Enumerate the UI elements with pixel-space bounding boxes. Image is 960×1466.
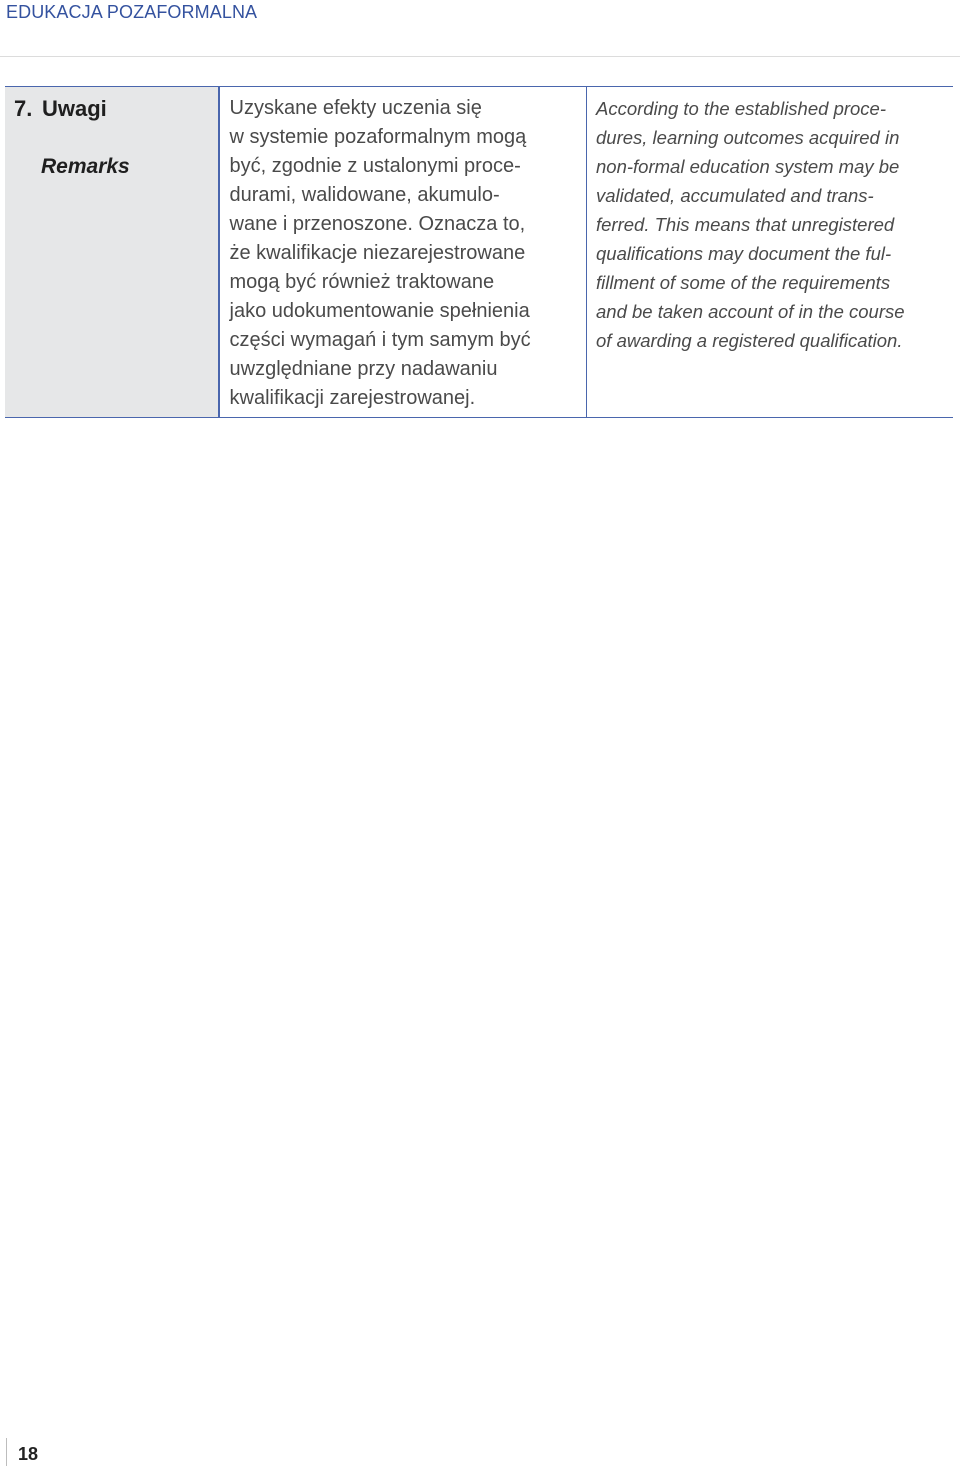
text-line: validated, accumulated and trans- bbox=[596, 185, 874, 206]
header-rule bbox=[0, 56, 960, 57]
footer-tick bbox=[6, 1438, 7, 1466]
text-line: durami, walidowane, akumulo- bbox=[229, 184, 500, 206]
page-number: 18 bbox=[18, 1444, 39, 1464]
text-line: mogą być również traktowane bbox=[229, 271, 495, 293]
text-line: dures, learning outcomes acquired in bbox=[596, 127, 900, 148]
text-line: w systemie pozaformalnym mogą bbox=[229, 126, 527, 148]
text-line: According to the established proce- bbox=[596, 98, 887, 119]
row-label-english: Remarks bbox=[41, 155, 130, 178]
english-paragraph bbox=[596, 94, 905, 355]
english-text-cell bbox=[587, 87, 953, 417]
polish-text-cell bbox=[220, 87, 586, 417]
row-number: 7. bbox=[14, 96, 33, 121]
label-cell bbox=[5, 87, 218, 417]
text-line: fillment of some of the requirements bbox=[596, 272, 891, 293]
text-line: of awarding a registered qualification. bbox=[596, 330, 903, 351]
text-line: and be taken account of in the course bbox=[596, 301, 905, 322]
text-line: uwzględniane przy nadawaniu bbox=[229, 358, 498, 380]
text-line: być, zgodnie z ustalonymi proce- bbox=[229, 155, 521, 177]
page-header-title: EDUKACJA POZAFORMALNA bbox=[6, 2, 258, 22]
text-line: ferred. This means that unregistered bbox=[596, 214, 895, 235]
text-line: że kwalifikacje niezarejestrowane bbox=[229, 242, 526, 264]
text-line: Uzyskane efekty uczenia się bbox=[229, 97, 482, 119]
polish-paragraph bbox=[230, 94, 531, 413]
row-label-polish: Uwagi bbox=[42, 96, 107, 121]
remarks-table bbox=[5, 86, 953, 418]
text-line: jako udokumentowanie spełnienia bbox=[229, 300, 530, 322]
text-line: kwalifikacji zarejestrowanej. bbox=[229, 387, 476, 409]
text-line: wane i przenoszone. Oznacza to, bbox=[229, 213, 526, 235]
text-line: qualifications may document the ful- bbox=[596, 243, 892, 264]
text-line: części wymagań i tym samym być bbox=[229, 329, 531, 351]
text-line: non-formal education system may be bbox=[596, 156, 900, 177]
